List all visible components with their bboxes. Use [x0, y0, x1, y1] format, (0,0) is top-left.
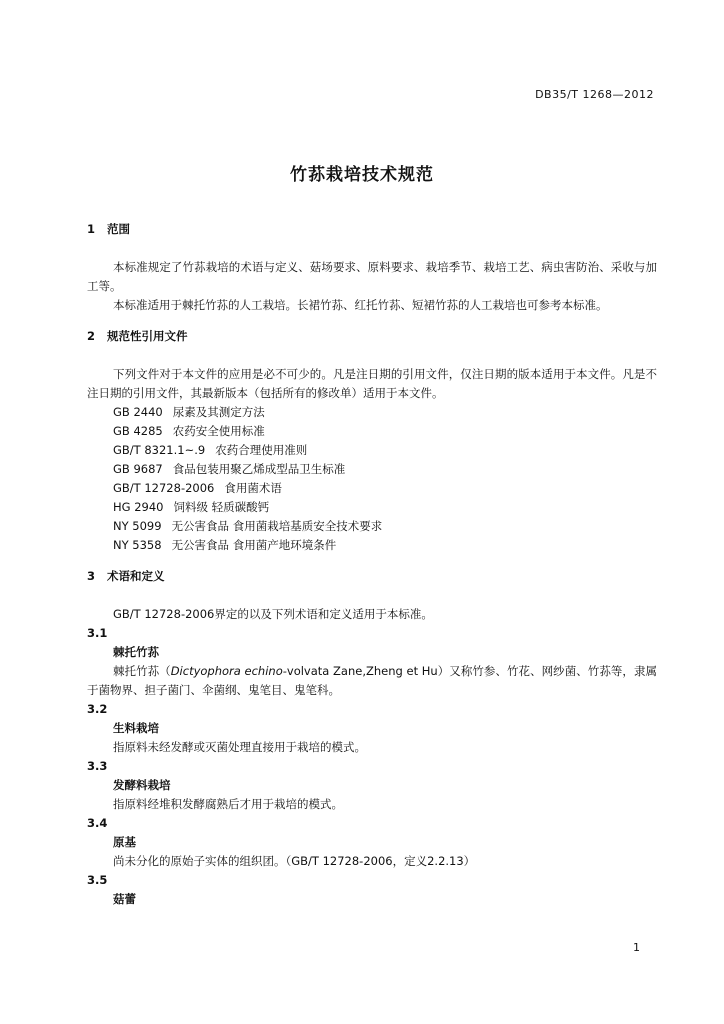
reference-code: GB 2440 [113, 405, 163, 419]
reference-code: GB 9687 [113, 462, 163, 476]
clause-number: 3.4 [87, 816, 108, 830]
section-number: 1 [87, 222, 96, 236]
spacer [87, 586, 657, 605]
reference-code: GB/T 8321.1~.9 [113, 443, 206, 457]
term-name: 原基 [113, 835, 136, 849]
document-title: 竹荪栽培技术规范 [290, 165, 434, 185]
section-heading-normative-references [87, 327, 657, 346]
reference-item [113, 479, 657, 498]
reference-code: NY 5358 [113, 538, 162, 552]
spacer [87, 346, 657, 365]
reference-item [113, 460, 657, 479]
reference-name: 无公害食品 食用菌栽培基质安全技术要求 [171, 519, 383, 533]
section-title: 规范性引用文件 [107, 329, 188, 343]
spacer [87, 555, 657, 567]
clause-number: 3.1 [87, 626, 108, 640]
reference-name: 农药安全使用标准 [172, 424, 265, 438]
reference-item [113, 422, 657, 441]
paragraph: 下列文件对于本文件的应用是必不可少的。凡是注日期的引用文件，仅注日期的版本适用于本文件。凡是不注日期的引用文件，其最新版本（包括所有的修改单）适用于本文件。 [87, 367, 657, 400]
reference-list [87, 403, 657, 555]
section-number: 2 [87, 329, 96, 343]
reference-name: 饲料级 轻质碳酸钙 [173, 500, 270, 514]
latin-name: Dictyophora echino- [170, 664, 287, 678]
reference-name: 农药合理使用准则 [215, 443, 308, 457]
paragraph: 本标准适用于棘托竹荪的人工栽培。长裙竹荪、红托竹荪、短裙竹荪的人工栽培也可参考本标准。 [113, 298, 608, 312]
reference-code: NY 5099 [113, 519, 162, 533]
document-code: DB35/T 1268—2012 [535, 88, 654, 101]
page-number: 1 [633, 941, 640, 954]
reference-code: HG 2940 [113, 500, 164, 514]
section-number: 3 [87, 569, 96, 583]
section-title: 术语和定义 [107, 569, 165, 583]
clause-number: 3.5 [87, 873, 108, 887]
paragraph: GB/T 12728-2006界定的以及下列术语和定义适用于本标准。 [113, 607, 433, 621]
term-definition: 尚未分化的原始子实体的组织团。（GB/T 12728-2006，定义2.2.13） [113, 854, 476, 868]
reference-item [113, 403, 657, 422]
reference-name: 尿素及其测定方法 [172, 405, 265, 419]
definition-text: 棘托竹荪（ [113, 664, 171, 678]
reference-name: 食用菌术语 [224, 481, 282, 495]
reference-item [113, 517, 657, 536]
reference-item [113, 498, 657, 517]
definition-text: volvata Zane,Zheng et Hu）又称竹参、竹花、网纱菌、竹荪等，隶属于菌物界、担子菌门、伞菌纲、鬼笔目、鬼笔科。 [87, 664, 657, 697]
section-heading-terms-and-definitions [87, 567, 657, 586]
clause-number: 3.2 [87, 702, 108, 716]
term-name: 棘托竹荪 [113, 645, 159, 659]
section-title: 范围 [107, 222, 130, 236]
term-definition: 指原料经堆积发酵腐熟后才用于栽培的模式。 [113, 797, 343, 811]
document-body [87, 220, 657, 909]
spacer [87, 315, 657, 327]
reference-item [113, 441, 657, 460]
term-name: 菇蕾 [113, 892, 136, 906]
term-definition [87, 662, 657, 700]
reference-item [113, 536, 657, 555]
term-name: 发酵料栽培 [113, 778, 171, 792]
clause-number: 3.3 [87, 759, 108, 773]
reference-name: 无公害食品 食用菌产地环境条件 [171, 538, 337, 552]
spacer [87, 239, 657, 258]
reference-name: 食品包装用聚乙烯成型品卫生标准 [172, 462, 346, 476]
paragraph: 本标准规定了竹荪栽培的术语与定义、菇场要求、原料要求、栽培季节、栽培工艺、病虫害防治、采收与加工等。 [87, 260, 657, 293]
reference-code: GB 4285 [113, 424, 163, 438]
reference-code: GB/T 12728-2006 [113, 481, 215, 495]
section-heading-scope [87, 220, 657, 239]
term-definition: 指原料未经发酵或灭菌处理直接用于栽培的模式。 [113, 740, 366, 754]
term-name: 生料栽培 [113, 721, 159, 735]
